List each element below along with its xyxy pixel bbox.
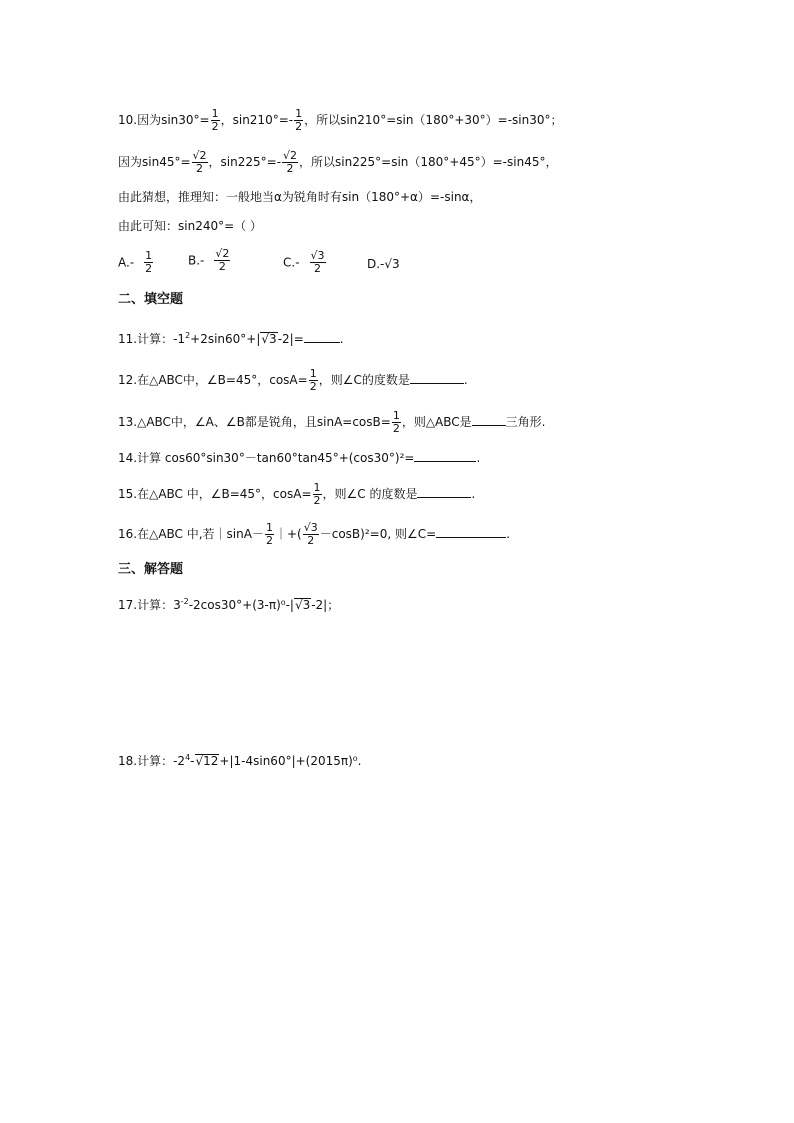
- q10-text: ，sin225°=-: [208, 155, 282, 169]
- answer-blank[interactable]: [417, 486, 471, 498]
- answer-blank[interactable]: [410, 372, 464, 384]
- fraction: $\frac{√2}{2}$: [283, 149, 298, 175]
- answer-blank[interactable]: [436, 526, 506, 538]
- q10-text: ，sin210°=-: [220, 113, 294, 127]
- answer-blank[interactable]: [472, 414, 506, 426]
- q16: 16.在△ABC 中,若｜sinA－ $\frac{1}{2}$ ｜+( $\frac{√3}{2}$ －cosB)²=0, 则∠C= .: [118, 521, 510, 547]
- q18: 18.计算：$-2^4-√12+|1-4\sin 60^\circ|+(2015\pi)^0$.: [118, 753, 362, 768]
- fraction: $\frac{1}{2}$: [313, 481, 321, 507]
- q10-line1: [118, 108, 563, 133]
- q10-text: ，所以sin225°=sin（180°+45°）=-sin45°，: [299, 155, 558, 169]
- q10-text: ，所以sin210°=sin（180°+30°）=-sin30°；: [304, 113, 563, 127]
- fraction: $\frac{1}{2}$: [392, 409, 400, 435]
- option-a: A.- $\frac{1}{2}$: [118, 249, 153, 275]
- option-c: C.- $\frac{√3}{2}$: [283, 249, 325, 275]
- section-heading-fill-in: 二、填空题: [118, 292, 184, 307]
- fraction: $\frac{1}{2}$: [211, 107, 219, 133]
- option-b: B.- $\frac{√2}{2}$: [188, 247, 230, 273]
- q10-text: 10.因为sin30°=: [118, 113, 210, 127]
- q15: 15.在△ABC 中，∠B=45°，cosA= $\frac{1}{2}$ ，则∠C 的度数是 .: [118, 481, 476, 507]
- q12: 12.在△ABC中，∠B=45°，cosA= $\frac{1}{2}$ ，则∠C的度数是 .: [118, 367, 468, 393]
- q10-line4: 由此可知：sin240°=（ ）: [118, 219, 262, 233]
- answer-blank[interactable]: [304, 331, 340, 343]
- option-d: D.-√3: [367, 257, 400, 271]
- q10-text: 因为sin45°=: [118, 155, 191, 169]
- fraction: $\frac{√3}{2}$: [303, 521, 318, 547]
- q10-line3: 由此猜想，推理知：一般地当α为锐角时有sin（180°+α）=-sinα，: [118, 190, 482, 204]
- fraction: $\frac{1}{2}$: [309, 367, 317, 393]
- fraction: $\frac{√2}{2}$: [192, 149, 207, 175]
- section-heading-solutions: 三、解答题: [118, 562, 184, 577]
- answer-blank[interactable]: [414, 450, 476, 462]
- q11: 11.计算：$-1^2+2\sin 60^\circ+|√3-2|=$ .: [118, 331, 344, 346]
- fraction: $\frac{1}{2}$: [265, 521, 273, 547]
- fraction: $\frac{1}{2}$: [295, 107, 303, 133]
- q17: 17.计算：$3^{-2}-2\cos 30^\circ+(3-\pi)^0-|√3-2|$；: [118, 597, 340, 612]
- q14: 14.计算 cos60°sin30°－tan60°tan45°+(cos30°)²= .: [118, 451, 481, 465]
- q13: 13.△ABC中，∠A、∠B都是锐角，且sinA=cosB= $\frac{1}{2}$ ，则△ABC是 三角形.: [118, 409, 546, 435]
- q10-line2: [118, 150, 557, 175]
